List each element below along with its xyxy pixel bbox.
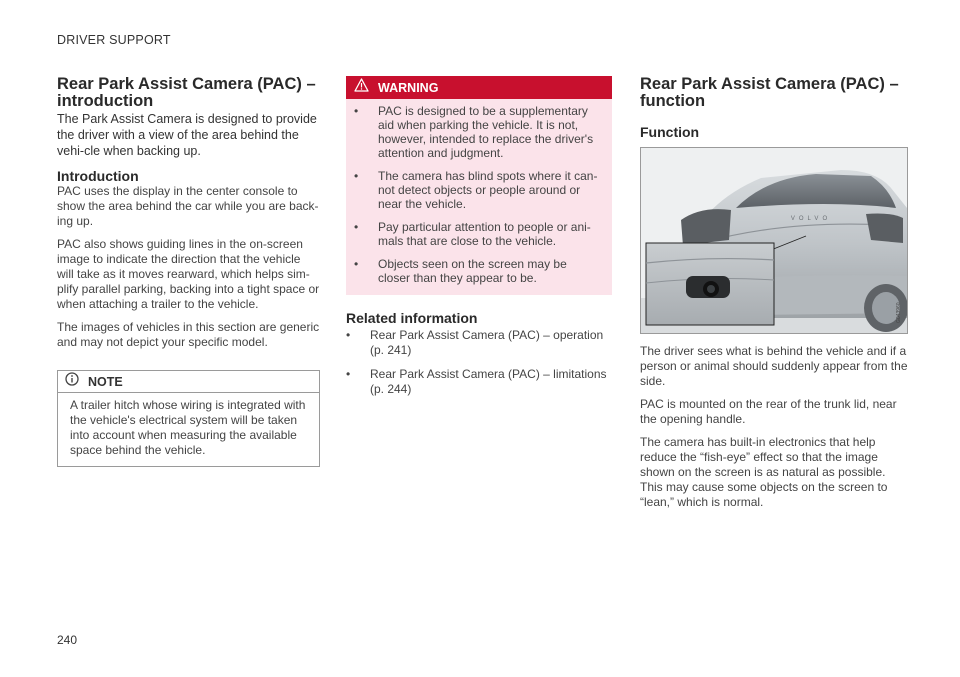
related-information-heading: Related information <box>346 310 478 326</box>
intro-column <box>57 76 320 467</box>
related-list <box>346 328 612 397</box>
intro-title: Rear Park Assist Camera (PAC) – introduction <box>57 75 316 110</box>
image-code: G043960 <box>896 302 902 323</box>
warning-box <box>346 76 612 295</box>
warning-item: • The camera has blind spots where it can-not detect objects or people around or near the vehicle. <box>354 169 598 211</box>
warning-header <box>346 76 612 99</box>
function-paragraph-1: The driver sees what is behind the vehicle and if a person or animal should suddenly appear from the side. <box>640 344 908 388</box>
intro-paragraph-3: The images of vehicles in this section are generic and may not depict your specific model. <box>57 320 320 349</box>
function-title: Rear Park Assist Camera (PAC) – function <box>640 75 899 110</box>
related-link-operation[interactable]: • Rear Park Assist Camera (PAC) – operation (p. 241) <box>346 328 604 357</box>
note-label: NOTE <box>88 374 123 389</box>
warning-item: • Objects seen on the screen may be closer than they appear to be. <box>354 257 567 285</box>
warning-item: • Pay particular attention to people or ani-mals that are close to the vehicle. <box>354 220 591 248</box>
page-number: 240 <box>57 633 78 647</box>
warning-column <box>346 76 612 406</box>
note-header <box>58 371 319 393</box>
intro-lead: The Park Assist Camera is designed to provide the driver with a view of the area behind the vehi-cle when backing up. <box>57 112 317 158</box>
info-icon <box>65 372 79 391</box>
car-badge: VOLVO <box>790 216 832 222</box>
note-text: A trailer hitch whose wiring is integrated with the vehicle's electrical system will be taken into account when measuring the available space behind the vehicle. <box>70 398 306 457</box>
warning-triangle-icon <box>354 78 369 97</box>
related-link-limitations[interactable]: • Rear Park Assist Camera (PAC) – limitations (p. 244) <box>346 367 607 396</box>
warning-item: • PAC is designed to be a supplementary aid when parking the vehicle. It is not, however, intended to replace the driver's attention and judgment. <box>354 104 594 160</box>
intro-paragraph-2: PAC also shows guiding lines in the on-screen image to indicate the direction that the vehicle will take as it moves rearward, which helps sim-plify parallel parking, backing into a tight space or when attaching a trailer to the vehicle. <box>57 237 320 311</box>
function-paragraph-2: PAC is mounted on the rear of the trunk lid, near the opening handle. <box>640 397 897 426</box>
note-box <box>57 370 320 467</box>
function-heading: Function <box>640 124 700 140</box>
intro-paragraph-1: PAC uses the display in the center console to show the area behind the car while you are back-ing up. <box>57 184 319 228</box>
running-header: DRIVER SUPPORT <box>57 33 171 47</box>
car-rear-camera-illustration <box>640 147 908 334</box>
function-paragraph-3: The camera has built-in electronics that help reduce the “fish-eye” effect so that the image shown on the screen is as natural as possible. This may cause some objects on the screen to “lean,” which is normal. <box>640 435 888 509</box>
warning-list <box>346 99 612 295</box>
function-column <box>640 76 908 510</box>
introduction-heading: Introduction <box>57 168 139 184</box>
warning-label: WARNING <box>378 80 439 95</box>
